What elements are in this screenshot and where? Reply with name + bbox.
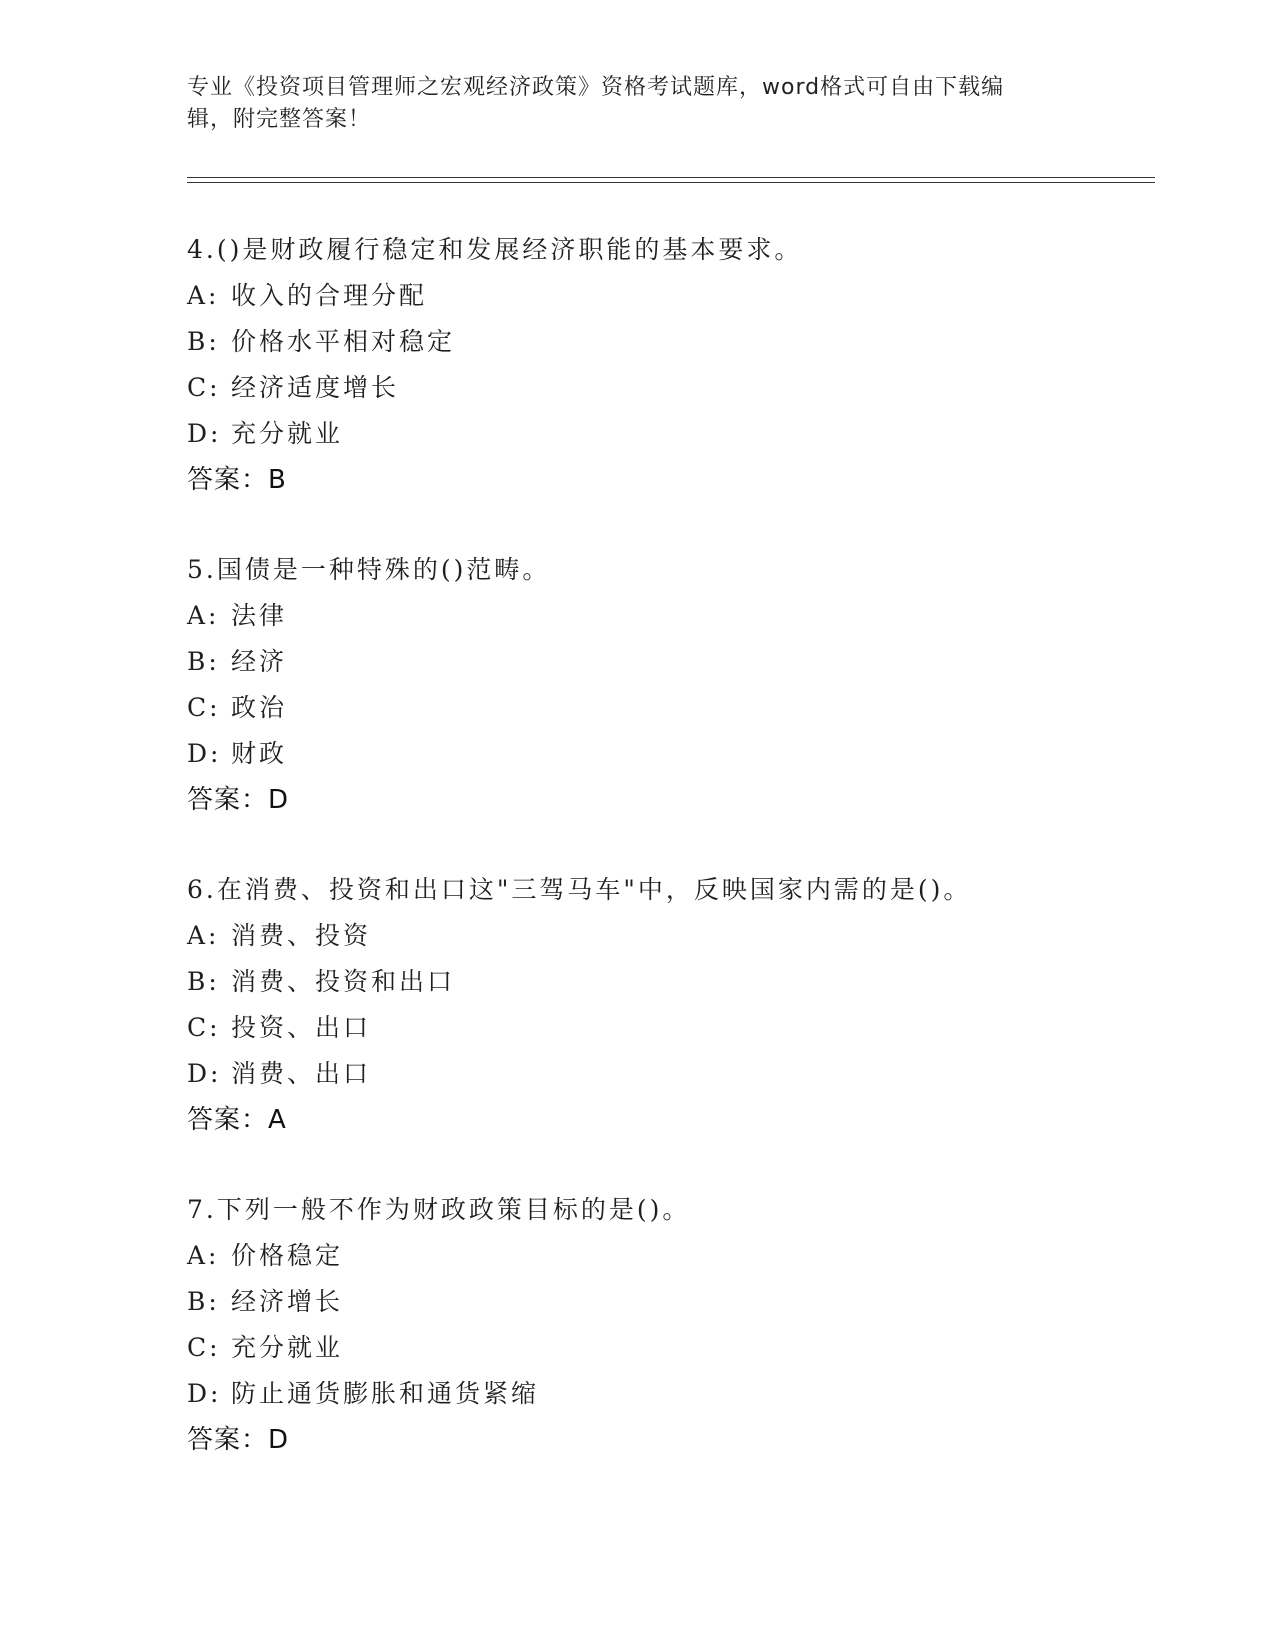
question-number: 5. bbox=[187, 555, 217, 584]
option-text: 财政 bbox=[231, 739, 288, 768]
header-line-1: 专业《投资项目管理师之宏观经济政策》资格考试题库，word格式可自由下载编 bbox=[187, 75, 1005, 100]
option-c bbox=[187, 365, 1147, 411]
option-letter: C: bbox=[187, 693, 221, 722]
question-stem bbox=[187, 1187, 1147, 1233]
option-b bbox=[187, 319, 1147, 365]
question-number: 7. bbox=[187, 1195, 217, 1224]
option-text: 充分就业 bbox=[231, 419, 344, 448]
option-b bbox=[187, 639, 1147, 685]
option-letter: B: bbox=[187, 327, 220, 356]
option-letter: D: bbox=[187, 1379, 222, 1408]
question-block bbox=[187, 867, 1147, 1143]
option-b bbox=[187, 959, 1147, 1005]
option-letter: C: bbox=[187, 1333, 221, 1362]
option-c bbox=[187, 1325, 1147, 1371]
option-b bbox=[187, 1279, 1147, 1325]
answer: 答案：A bbox=[187, 1105, 287, 1135]
question-block bbox=[187, 1187, 1147, 1463]
option-letter: A: bbox=[187, 921, 220, 950]
option-d bbox=[187, 1051, 1147, 1097]
question-block bbox=[187, 547, 1147, 823]
option-d bbox=[187, 731, 1147, 777]
option-letter: B: bbox=[187, 647, 220, 676]
option-a bbox=[187, 593, 1147, 639]
question-block bbox=[187, 227, 1147, 503]
option-text: 经济增长 bbox=[231, 1287, 344, 1316]
question-text: ()是财政履行稳定和发展经济职能的基本要求。 bbox=[216, 235, 803, 264]
question-text: 下列一般不作为财政政策目标的是()。 bbox=[216, 1195, 691, 1224]
option-letter: D: bbox=[187, 739, 222, 768]
option-a bbox=[187, 273, 1147, 319]
document-header bbox=[187, 72, 1067, 136]
option-a bbox=[187, 1233, 1147, 1279]
option-d bbox=[187, 411, 1147, 457]
question-stem bbox=[187, 547, 1147, 593]
option-text: 经济 bbox=[231, 647, 288, 676]
option-letter: D: bbox=[187, 419, 222, 448]
option-text: 充分就业 bbox=[231, 1333, 344, 1362]
option-letter: A: bbox=[187, 281, 220, 310]
answer: 答案：D bbox=[187, 785, 290, 815]
option-c bbox=[187, 685, 1147, 731]
answer: 答案：B bbox=[187, 465, 287, 495]
option-text: 收入的合理分配 bbox=[231, 281, 428, 310]
option-letter: B: bbox=[187, 1287, 220, 1316]
option-text: 经济适度增长 bbox=[231, 373, 400, 402]
option-text: 投资、出口 bbox=[231, 1013, 372, 1042]
question-stem bbox=[187, 867, 1147, 913]
option-c bbox=[187, 1005, 1147, 1051]
header-divider-top bbox=[187, 177, 1155, 178]
header-line-2: 辑，附完整答案！ bbox=[187, 107, 372, 132]
option-letter: A: bbox=[187, 1241, 220, 1270]
option-letter: D: bbox=[187, 1059, 222, 1088]
option-text: 消费、出口 bbox=[231, 1059, 372, 1088]
option-d bbox=[187, 1371, 1147, 1417]
option-letter: C: bbox=[187, 373, 221, 402]
option-letter: B: bbox=[187, 967, 220, 996]
question-text: 国债是一种特殊的()范畴。 bbox=[216, 555, 551, 584]
option-text: 法律 bbox=[231, 601, 288, 630]
option-text: 消费、投资 bbox=[231, 921, 372, 950]
option-letter: C: bbox=[187, 1013, 221, 1042]
question-stem bbox=[187, 227, 1147, 273]
option-text: 政治 bbox=[231, 693, 288, 722]
option-text: 消费、投资和出口 bbox=[231, 967, 456, 996]
question-number: 4. bbox=[187, 235, 217, 264]
option-text: 价格稳定 bbox=[231, 1241, 344, 1270]
option-letter: A: bbox=[187, 601, 220, 630]
question-number: 6. bbox=[187, 875, 217, 904]
answer: 答案：D bbox=[187, 1425, 290, 1455]
option-text: 防止通货膨胀和通货紧缩 bbox=[231, 1379, 540, 1408]
header-divider-bottom bbox=[187, 182, 1155, 183]
question-text: 在消费、投资和出口这"三驾马车"中，反映国家内需的是()。 bbox=[216, 875, 972, 904]
option-text: 价格水平相对稳定 bbox=[231, 327, 456, 356]
option-a bbox=[187, 913, 1147, 959]
